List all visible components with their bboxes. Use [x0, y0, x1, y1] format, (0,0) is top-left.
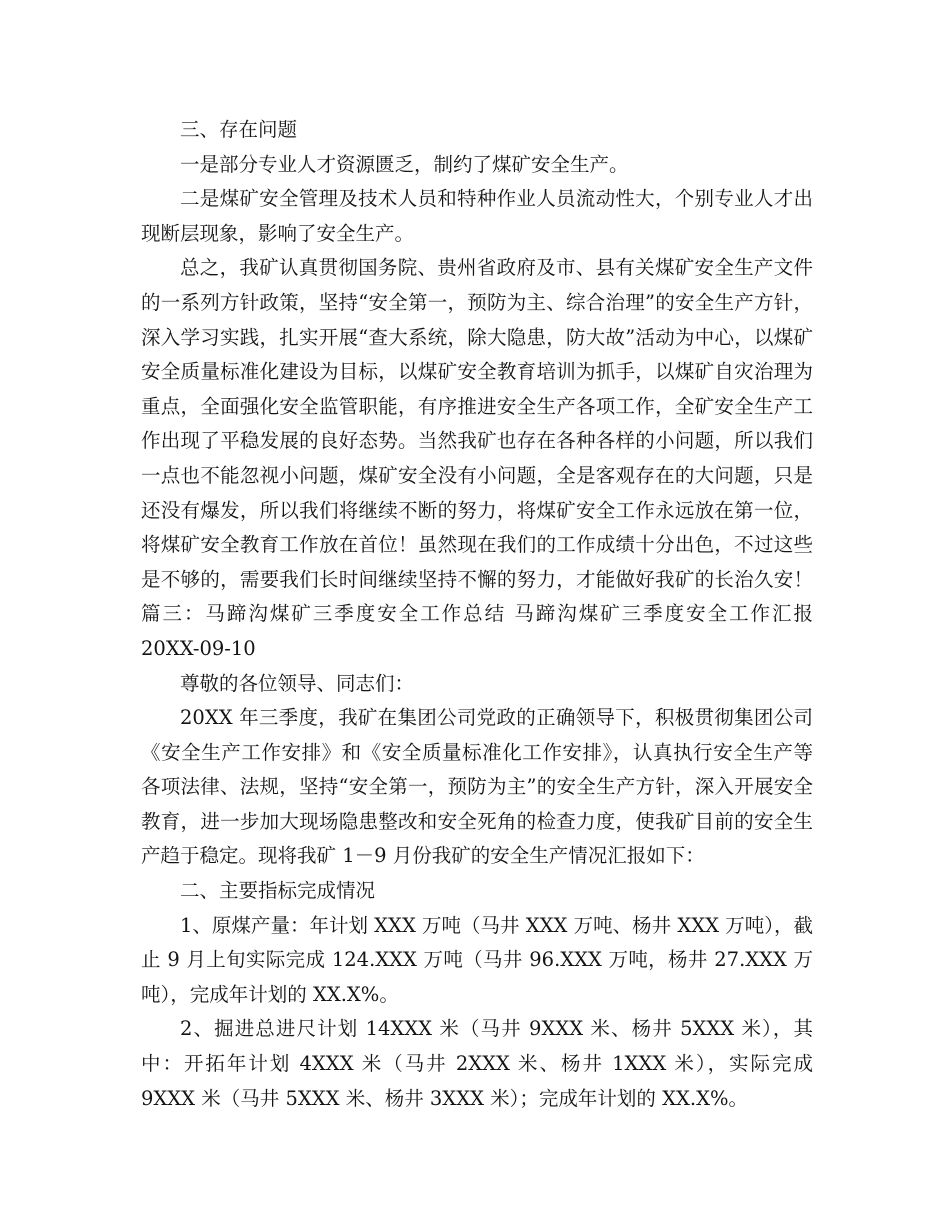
- salutation: 尊敬的各位领导、同志们：: [180, 671, 415, 695]
- list-item: 2、掘进总进尺计划 14XXX 米（马井 9XXX 米、杨井 5XXX 米），其中：开拓年计划 4XXX 米（马井 2XXX 米、杨井 1XXX 米），实际完成 9XXX 米（马井 5XXX 米、杨井 3XXX 米）；完成年计划的 XX.X%。: [141, 1017, 813, 1110]
- document-body: [141, 113, 813, 1116]
- paragraph: 20XX 年三季度，我矿在集团公司党政的正确领导下，积极贯彻集团公司《安全生产工作安排》和《安全质量标准化工作安排》，认真执行安全生产等各项法律、法规，坚持“安全第一，预防为主”的安全生产方针，深入开展安全教育，进一步加大现场隐患整改和安全死角的检查力度，使我矿目前的安全生产趋于稳定。现将我矿 1－9 月份我矿的安全生产情况汇报如下：: [141, 706, 813, 868]
- section-heading-main-indicators: 二、主要指标完成情况: [180, 879, 376, 903]
- paragraph: 二是煤矿安全管理及技术人员和特种作业人员流动性大，个别专业人才出现断层现象，影响了安全生产。: [141, 187, 813, 245]
- paragraph: 总之，我矿认真贯彻国务院、贵州省政府及市、县有关煤矿安全生产文件的一系列方针政策，坚持“安全第一，预防为主、综合治理”的安全生产方针，深入学习实践，扎实开展“查大系统，除大隐患，防大故”活动为中心，以煤矿安全质量标准化建设为目标，以煤矿安全教育培训为抓手，以煤矿自灾治理为重点，全面强化安全监管职能，有序推进安全生产各项工作，全矿安全生产工作出现了平稳发展的良好态势。当然我矿也存在各种各样的小问题，所以我们一点也不能忽视小问题，煤矿安全没有小问题，全是客观存在的大问题，只是还没有爆发，所以我们将继续不断的努力，将煤矿安全工作永远放在第一位，将煤矿安全教育工作放在首位！虽然现在我们的工作成绩十分出色，不过这些是不够的，需要我们长时间继续坚持不懈的努力，才能做好我矿的长治久安！篇三：马蹄沟煤矿三季度安全工作总结 马蹄沟煤矿三季度安全工作汇报 20XX-09-10: [141, 256, 813, 660]
- paragraph: 一是部分专业人才资源匮乏，制约了煤矿安全生产。: [180, 152, 629, 176]
- list-item: 1、原煤产量：年计划 XXX 万吨（马井 XXX 万吨、杨井 XXX 万吨），截止 9 月上旬实际完成 124.XXX 万吨（马井 96.XXX 万吨，杨井 27.XXX 万吨），完成年计划的 XX.X%。: [141, 913, 813, 1006]
- section-heading-existing-problems: 三、存在问题: [180, 118, 298, 141]
